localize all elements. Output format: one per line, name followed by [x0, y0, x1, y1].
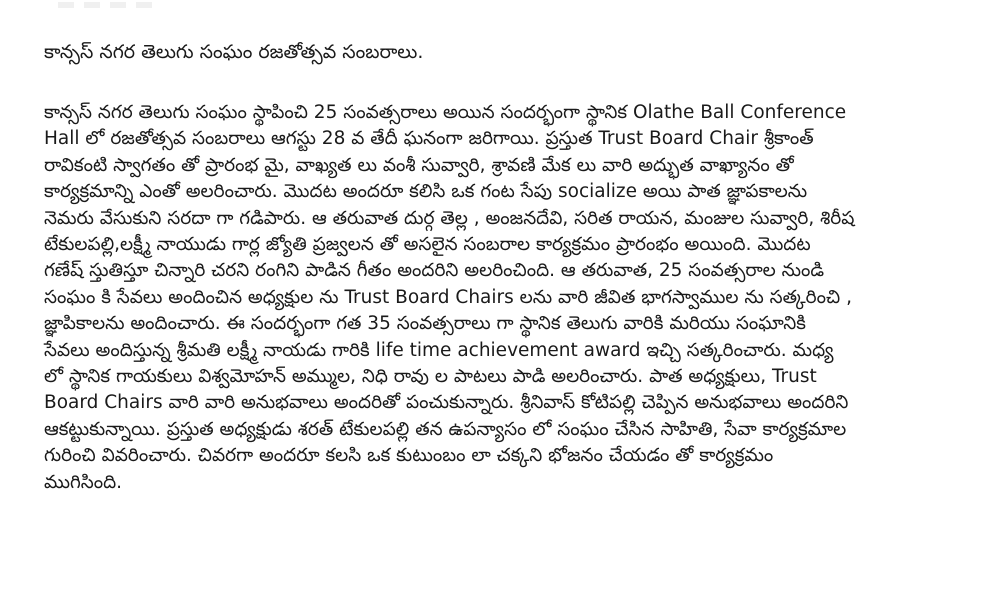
body-line: Hall లో రజతోత్సవ సంబరాలు ఆగస్టు 28 వ తేదీ ఘనంగా జరిగాయి. ప్రస్తుత Trust Board Chair శ్రీకాంత్ [44, 128, 814, 150]
body-line: ఆకట్టుకున్నాయి. ప్రస్తుత అధ్యక్షుడు శరత్ టేకులపల్లి తన ఉపన్యాసం లో సంఘం చేసిన సాహితి, సేవా కార్యక్రమాల [44, 418, 847, 440]
article-title: కాన్సస్ నగర తెలుగు సంఘం రజతోత్సవ సంబరాలు. [44, 41, 424, 63]
body-line: కాన్సస్ నగర తెలుగు సంఘం స్థాపించి 25 సంవత్సరాలు అయిన సందర్భంగా స్థానిక Olathe Ball Conference [44, 102, 847, 123]
body-line: సేవలు అందిస్తున్న శ్రీమతి లక్ష్మీ నాయడు గారికి life time achievement award ఇచ్చి సత్కరించారు. మధ్య [44, 339, 834, 361]
body-line: గణేష్ స్తుతిస్తూ చిన్నారి చరని రంగిని పాడిన గీతం అందరిని అలరించింది. ఆ తరువాత, 25 సంవత్సరాల నుండి [44, 260, 825, 282]
body-line: రావికంటి స్వాగతం తో ప్రారంభ మై, వాఖ్యత లు వంశీ సువ్వారి, శ్రావణి మేక లు వారి అద్భుత వాఖ్యానం తో [44, 154, 794, 176]
body-line: కార్యక్రమాన్ని ఎంతో అలరించారు. మొదట అందరూ కలిసి ఒక గంట సేపు socialize అయి పాత జ్ఞాపకాలను [44, 181, 808, 203]
body-line: లో స్థానిక గాయకులు విశ్వమోహన్ అమ్ముల, నిధి రావు ల పాటలు పాడి అలరించారు. పాత అధ్యక్షులు, Trust [44, 366, 817, 388]
body-line: Board Chairs వారి వారి అనుభవాలు అందరితో పంచుకున్నారు. శ్రీనివాస్ కోటిపల్లి చెప్పిన అనుభవాలు అందరిని [44, 392, 849, 414]
faded-header-mark [58, 2, 158, 8]
body-line: ముగిసింది. [44, 471, 123, 493]
body-line: గురించి వివరించారు. చివరగా అందరూ కలసి ఒక కుటుంబం లా చక్కని భోజనం చేయడం తో కార్యక్రమం [44, 445, 774, 467]
body-line: సంఘం కి సేవలు అందించిన అధ్యక్షుల ను Trust Board Chairs లను వారి జీవిత భాగస్వాముల ను సత్కరించి , [44, 286, 852, 308]
body-line: టేకులపల్లి,లక్ష్మీ నాయుడు గార్ల జ్యోతి ప్రజ్వలన తో అసలైన సంబరాల కార్యక్రమం ప్రారంభం అయింది. మొదట [44, 234, 811, 256]
body-line: జ్ఞాపికాలను అందించారు. ఈ సందర్భంగా గత 35 సంవత్సరాలు గా స్థానిక తెలుగు వారికి మరియు సంఘానికి [44, 313, 806, 335]
body-line: నెమరు వేసుకుని సరదా గా గడిపారు. ఆ తరువాత దుర్గ తెల్ల , అంజనదేవి, సరిత రాయన, మంజుల సువ్వారి, శిరీష [44, 207, 855, 229]
article-body [44, 100, 952, 496]
